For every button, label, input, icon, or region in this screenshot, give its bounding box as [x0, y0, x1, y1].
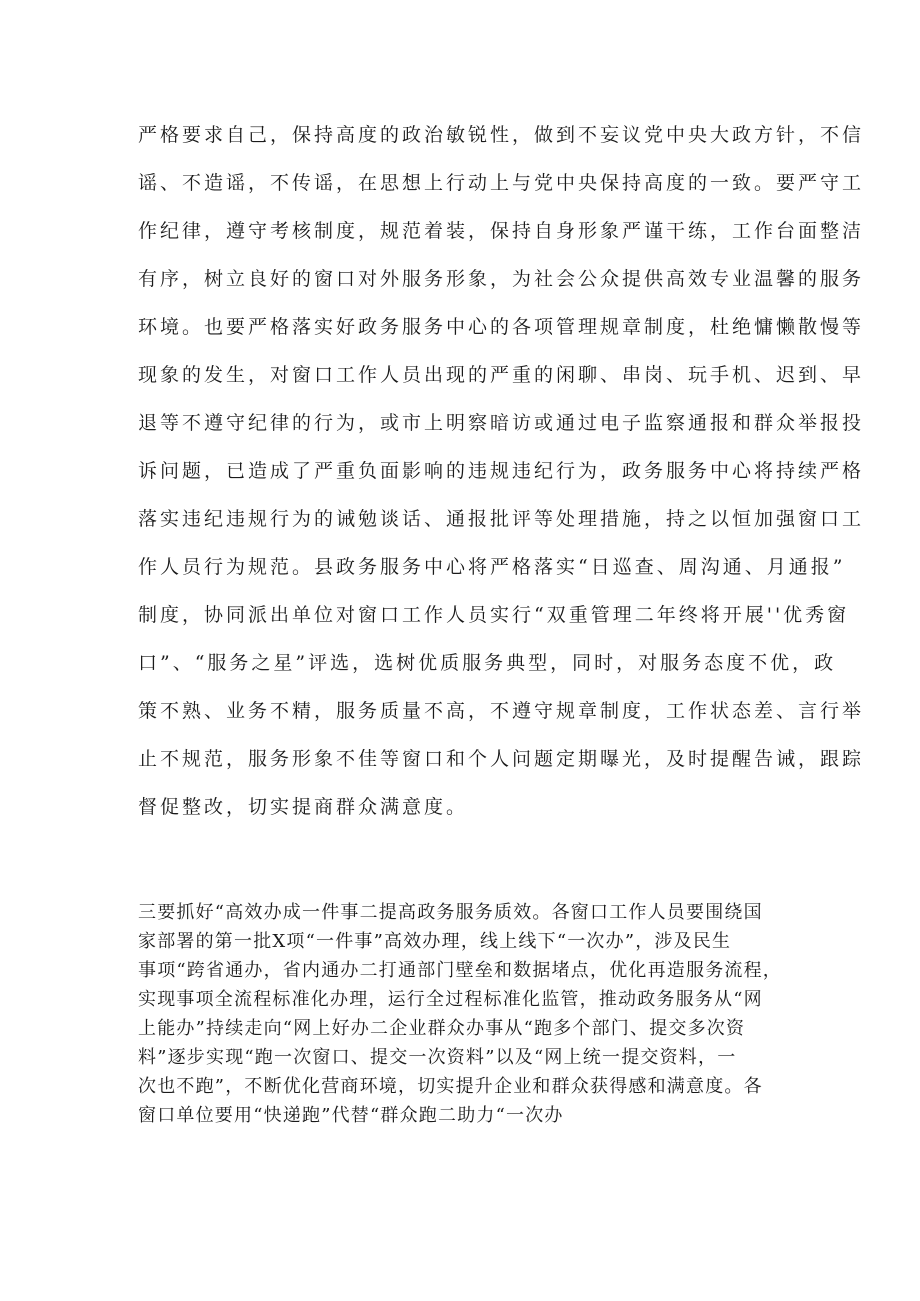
text-line: 策不熟、业务不精，服务质量不高，不遵守规章制度，工作状态差、言行举	[138, 700, 865, 722]
text-line: 严格要求自己，保持高度的政治敏锐性，做到不妄议党中央大政方针，不信	[138, 124, 865, 146]
text-line: 上能办”持续走向“网上好办二企业群众办事从“跑多个部门、提交多次资	[138, 1018, 746, 1039]
text-line: 诉问题，已造成了严重负面影响的违规违纪行为，政务服务中心将持续严格	[138, 460, 865, 482]
text-line: 家部署的第一批X项“一件事”高效办理，线上线下“一次办”，涉及民生	[138, 931, 732, 952]
text-line: 口”、“服务之星”评选，选树优质服务典型，同时，对服务态度不优，政	[138, 652, 837, 674]
text-line: 退等不遵守纪律的行为，或市上明察暗访或通过电子监察通报和群众举报投	[138, 412, 865, 434]
text-line: 谣、不造谣，不传谣，在思想上行动上与党中央保持高度的一致。要严守工	[138, 172, 865, 194]
text-line: 督促整改，切实提商群众满意度。	[138, 796, 469, 818]
text-line: 制度，协同派出单位对窗口工作人员实行“双重管理二年终将开展''优秀窗	[138, 604, 850, 626]
text-line: 作人员行为规范。县政务服务中心将严格落实“日巡查、周沟通、月通报”	[138, 556, 846, 578]
text-line: 次也不跑”，不断优化营商环境，切实提升企业和群众获得感和满意度。各	[138, 1076, 763, 1097]
text-line: 实现事项全流程标准化办理，运行全过程标准化监管，推动政务服务从“网	[138, 989, 763, 1010]
text-line: 窗口单位要用“快递跑”代替“群众跑二助力“一次办	[138, 1105, 564, 1126]
text-line: 止不规范，服务形象不佳等窗口和个人问题定期曝光，及时提醒告诫，跟踪	[138, 748, 865, 770]
text-line: 作纪律，遵守考核制度，规范着装，保持自身形象严谨干练，工作台面整洁	[138, 220, 865, 242]
text-line: 有序，树立良好的窗口对外服务形象，为社会公众提供高效专业温馨的服务	[138, 268, 865, 290]
text-line: 现象的发生，对窗口工作人员出现的严重的闲聊、串岗、玩手机、迟到、早	[138, 364, 865, 386]
text-line: 落实违纪违规行为的诫勉谈话、通报批评等处理措施，持之以恒加强窗口工	[138, 508, 865, 530]
text-line: 三要抓好“高效办成一件事二提高政务服务质效。各窗口工作人员要围绕国	[138, 902, 763, 923]
text-line: 事项“跨省通办，省内通办二打通部门壁垒和数据堵点，优化再造服务流程，	[138, 960, 782, 981]
text-line: 环境。也要严格落实好政务服务中心的各项管理规章制度，杜绝慵懒散慢等	[138, 316, 865, 338]
text-line: 料”逐步实现“跑一次窗口、提交一次资料”以及“网上统一提交资料，一	[138, 1047, 737, 1068]
